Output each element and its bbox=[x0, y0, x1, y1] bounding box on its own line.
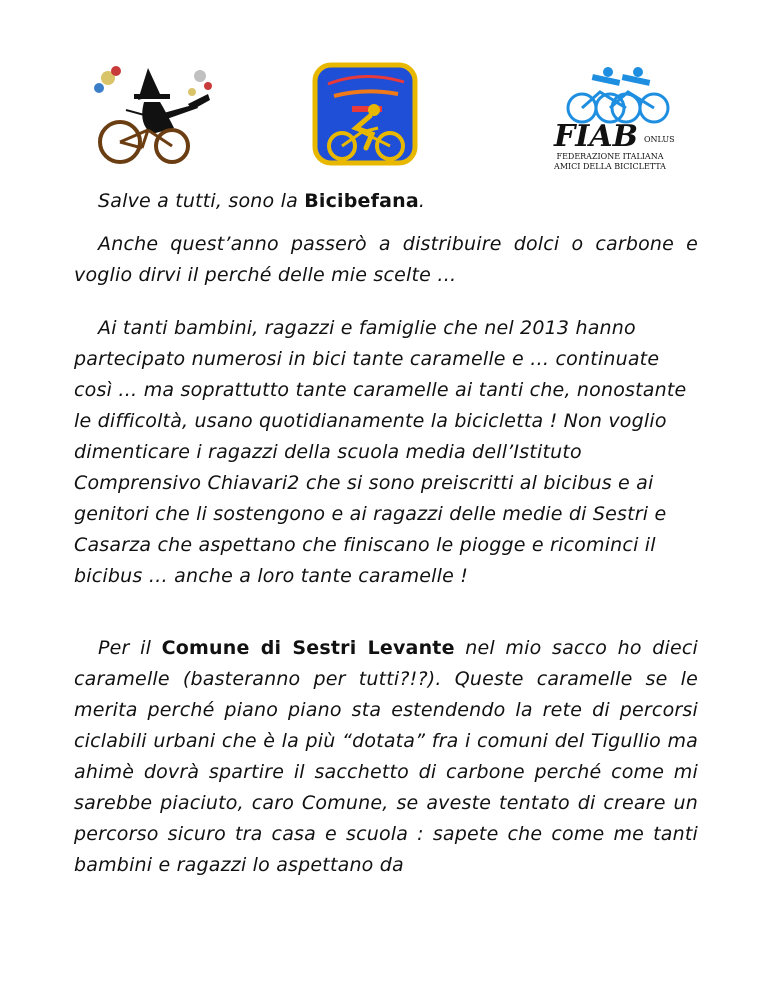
kids-text: Ai tanti bambini, ragazzi e famiglie che nel 2013 hanno partecipato numerosi in bici tante caramelle e … continuate così … ma soprattutto tante caramelle ai tanti che, nonostante le difficoltà, usano quotidianamente la bicicletta ! Non voglio dimenticare i ragazzi della scuola media dell’Istituto Comprensivo Chiavari2 che si sono preiscritti al bicibus e ai genitori che li sostengono e ai ragazzi delle medie di Sestri e Casarza che aspettano che finiscano le piogge e ricominci il bicibus … anche a loro tante caramelle ! bbox=[74, 317, 687, 587]
greeting-line bbox=[74, 186, 698, 217]
greeting-name: Bicibefana bbox=[304, 190, 419, 212]
comune-name: Comune di Sestri Levante bbox=[161, 637, 455, 659]
fiab-mark: FIAB bbox=[554, 119, 638, 152]
intro-paragraph bbox=[74, 229, 698, 291]
fiab-logo bbox=[540, 66, 680, 178]
fiab-caption-line1: FEDERAZIONE ITALIANA bbox=[556, 152, 664, 161]
comune-prefix: Per il bbox=[98, 637, 162, 659]
comune-rest: nel mio sacco ho dieci caramelle (basteranno per tutti?!?). Queste caramelle se le merita perché piano piano sta estendendo la rete di percorsi ciclabili urbani che è la più “dotata” fra i comuni del Tigullio ma ahimè dovrà spartire il sacchetto di carbone perché come mi sarebbe piaciuto, caro Comune, se aveste tentato di creare un percorso sicuro tra casa e scuola : sapete che come me tanti bambini e ragazzi lo aspettano da bbox=[74, 637, 699, 876]
fiab-caption-line2: AMICI DELLA BICICLETTA bbox=[554, 162, 666, 171]
greeting-suffix: . bbox=[418, 190, 426, 212]
logo-header bbox=[0, 0, 768, 185]
witch-bicycle-logo bbox=[86, 64, 216, 168]
fiab-cyclists-icon bbox=[540, 66, 680, 152]
greeting-prefix: Salve a tutti, sono la bbox=[98, 190, 305, 212]
cycling-club-logo bbox=[312, 62, 418, 166]
fiab-suffix: ONLUS bbox=[644, 135, 675, 144]
comune-paragraph bbox=[74, 633, 698, 881]
intro-text: Anche quest’anno passerò a distribuire dolci o carbone e voglio dirvi il perché delle mie scelte … bbox=[74, 233, 698, 286]
kids-paragraph bbox=[74, 313, 698, 592]
